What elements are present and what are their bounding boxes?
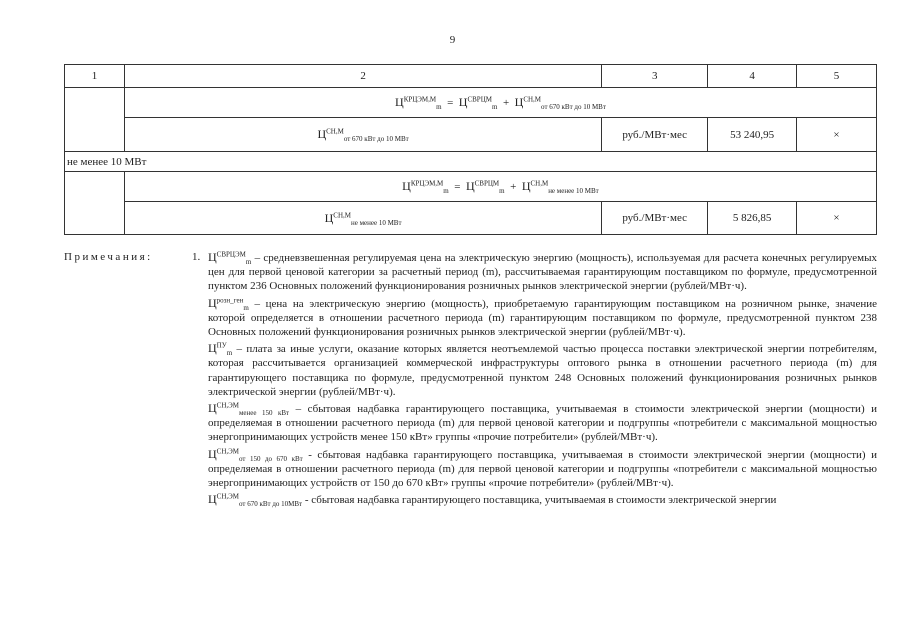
formula-row-1: $Ц^{КРЦЭМ,М}_m = Ц^{СВРЦМ}_m + Ц^{СН,М}_{от 670 кВт до 10 МВт}$ <box>124 88 876 118</box>
table-header-row <box>65 65 877 88</box>
header-cell: 4 <box>708 65 797 88</box>
notes-label: Примечания: <box>64 251 153 263</box>
param-cell: $Ц^{СН,М}_{не менее 10 МВт}$ <box>124 202 601 235</box>
formula-row-2: $Ц^{КРЦЭМ,М}_m = Ц^{СВРЦМ}_m + Ц^{СН,М}_{не менее 10 МВт}$ <box>124 172 876 202</box>
header-cell: 5 <box>797 65 877 88</box>
note-item: $Ц^{розн\_ген}_m$ – цена на электрическую энергию (мощность), приобретаемую гарантирующим поставщиком на розничном рынке, значение которой определяется в отношении расчетного периода (m) гарантирующим поставщиком по формуле, предусмотренной пунктом 238 Основных положений функционирования розничных рынков электрической энергии (рублей/МВт·ч). <box>208 295 877 339</box>
empty-mark-cell: × <box>797 118 877 152</box>
blank-cell <box>65 172 125 235</box>
notes-number: 1. <box>192 251 201 263</box>
blank-cell <box>65 88 125 152</box>
param-cell: $Ц^{СН,М}_{от 670 кВт до 10 МВт}$ <box>124 118 601 152</box>
notes-body <box>208 250 877 509</box>
table-row <box>65 118 877 152</box>
header-cell: 3 <box>602 65 708 88</box>
note-item: $Ц^{СВРЦЭМ}_m$ – средневзвешенная регулируемая цена на электрическую энергию (мощность), используемая для расчета конечных регулируемых цен для первой ценовой категории за расчетный период (m), рассчитываемая гарантирующим поставщиком по формуле, предусмотренной пунктом 236 Основных положений функционирования розничных рынков электрической энергии (рублей/МВт·ч). <box>208 250 877 293</box>
value-cell: 5 826,85 <box>708 202 797 235</box>
page-number: 9 <box>449 34 456 46</box>
table-row <box>65 202 877 235</box>
header-cell: 2 <box>124 65 601 88</box>
note-item: $Ц^{СН,ЭМ}_{менее 150 кВт}$ – сбытовая надбавка гарантирующего поставщика, учитываемая в стоимости электрической энергии (мощности) и определяемая в отношении расчетного периода (m) для первой ценовой категории и подгруппы «потребители с максимальной мощностью энергопринимающих устройств менее 150 кВт» группы «прочие потребители» (рублей/МВт·ч). <box>208 401 877 444</box>
tariff-table <box>64 64 877 235</box>
unit-cell: руб./МВт·мес <box>602 202 708 235</box>
unit-cell: руб./МВт·мес <box>602 118 708 152</box>
header-cell: 1 <box>65 65 125 88</box>
empty-mark-cell: × <box>797 202 877 235</box>
section-label: не менее 10 МВт <box>65 152 877 172</box>
note-item: $Ц^{ПУ}_m$ – плата за иные услуги, оказание которых является неотъемлемой частью процесса поставки электрической энергии потребителям, которая рассчитывается организацией коммерческой инфраструктуры оптового рынка в отношении расчетного периода (m) для гарантирующего поставщика по формуле, предусмотренной пунктом 248 Основных положений функционирования розничных рынков электрической энергии (рублей/МВт·ч). <box>208 341 877 398</box>
note-item: $Ц^{СН,ЭМ}_{от 150 до 670 кВт}$ - сбытовая надбавка гарантирующего поставщика, учитываемая в стоимости электрической энергии (мощности) и определяемая в отношении расчетного периода (m) для первой ценовой категории и подгруппы «потребители с максимальной мощностью энергопринимающих устройств от 150 до 670 кВт» группы «прочие потребители» (рублей/МВт·ч). <box>208 446 877 490</box>
value-cell: 53 240,95 <box>708 118 797 152</box>
note-item: $Ц^{СН,ЭМ}_{от 670 кВт до 10МВт}$ - сбытовая надбавка гарантирующего поставщика, учитываемая в стоимости электрической энергии <box>208 492 777 509</box>
